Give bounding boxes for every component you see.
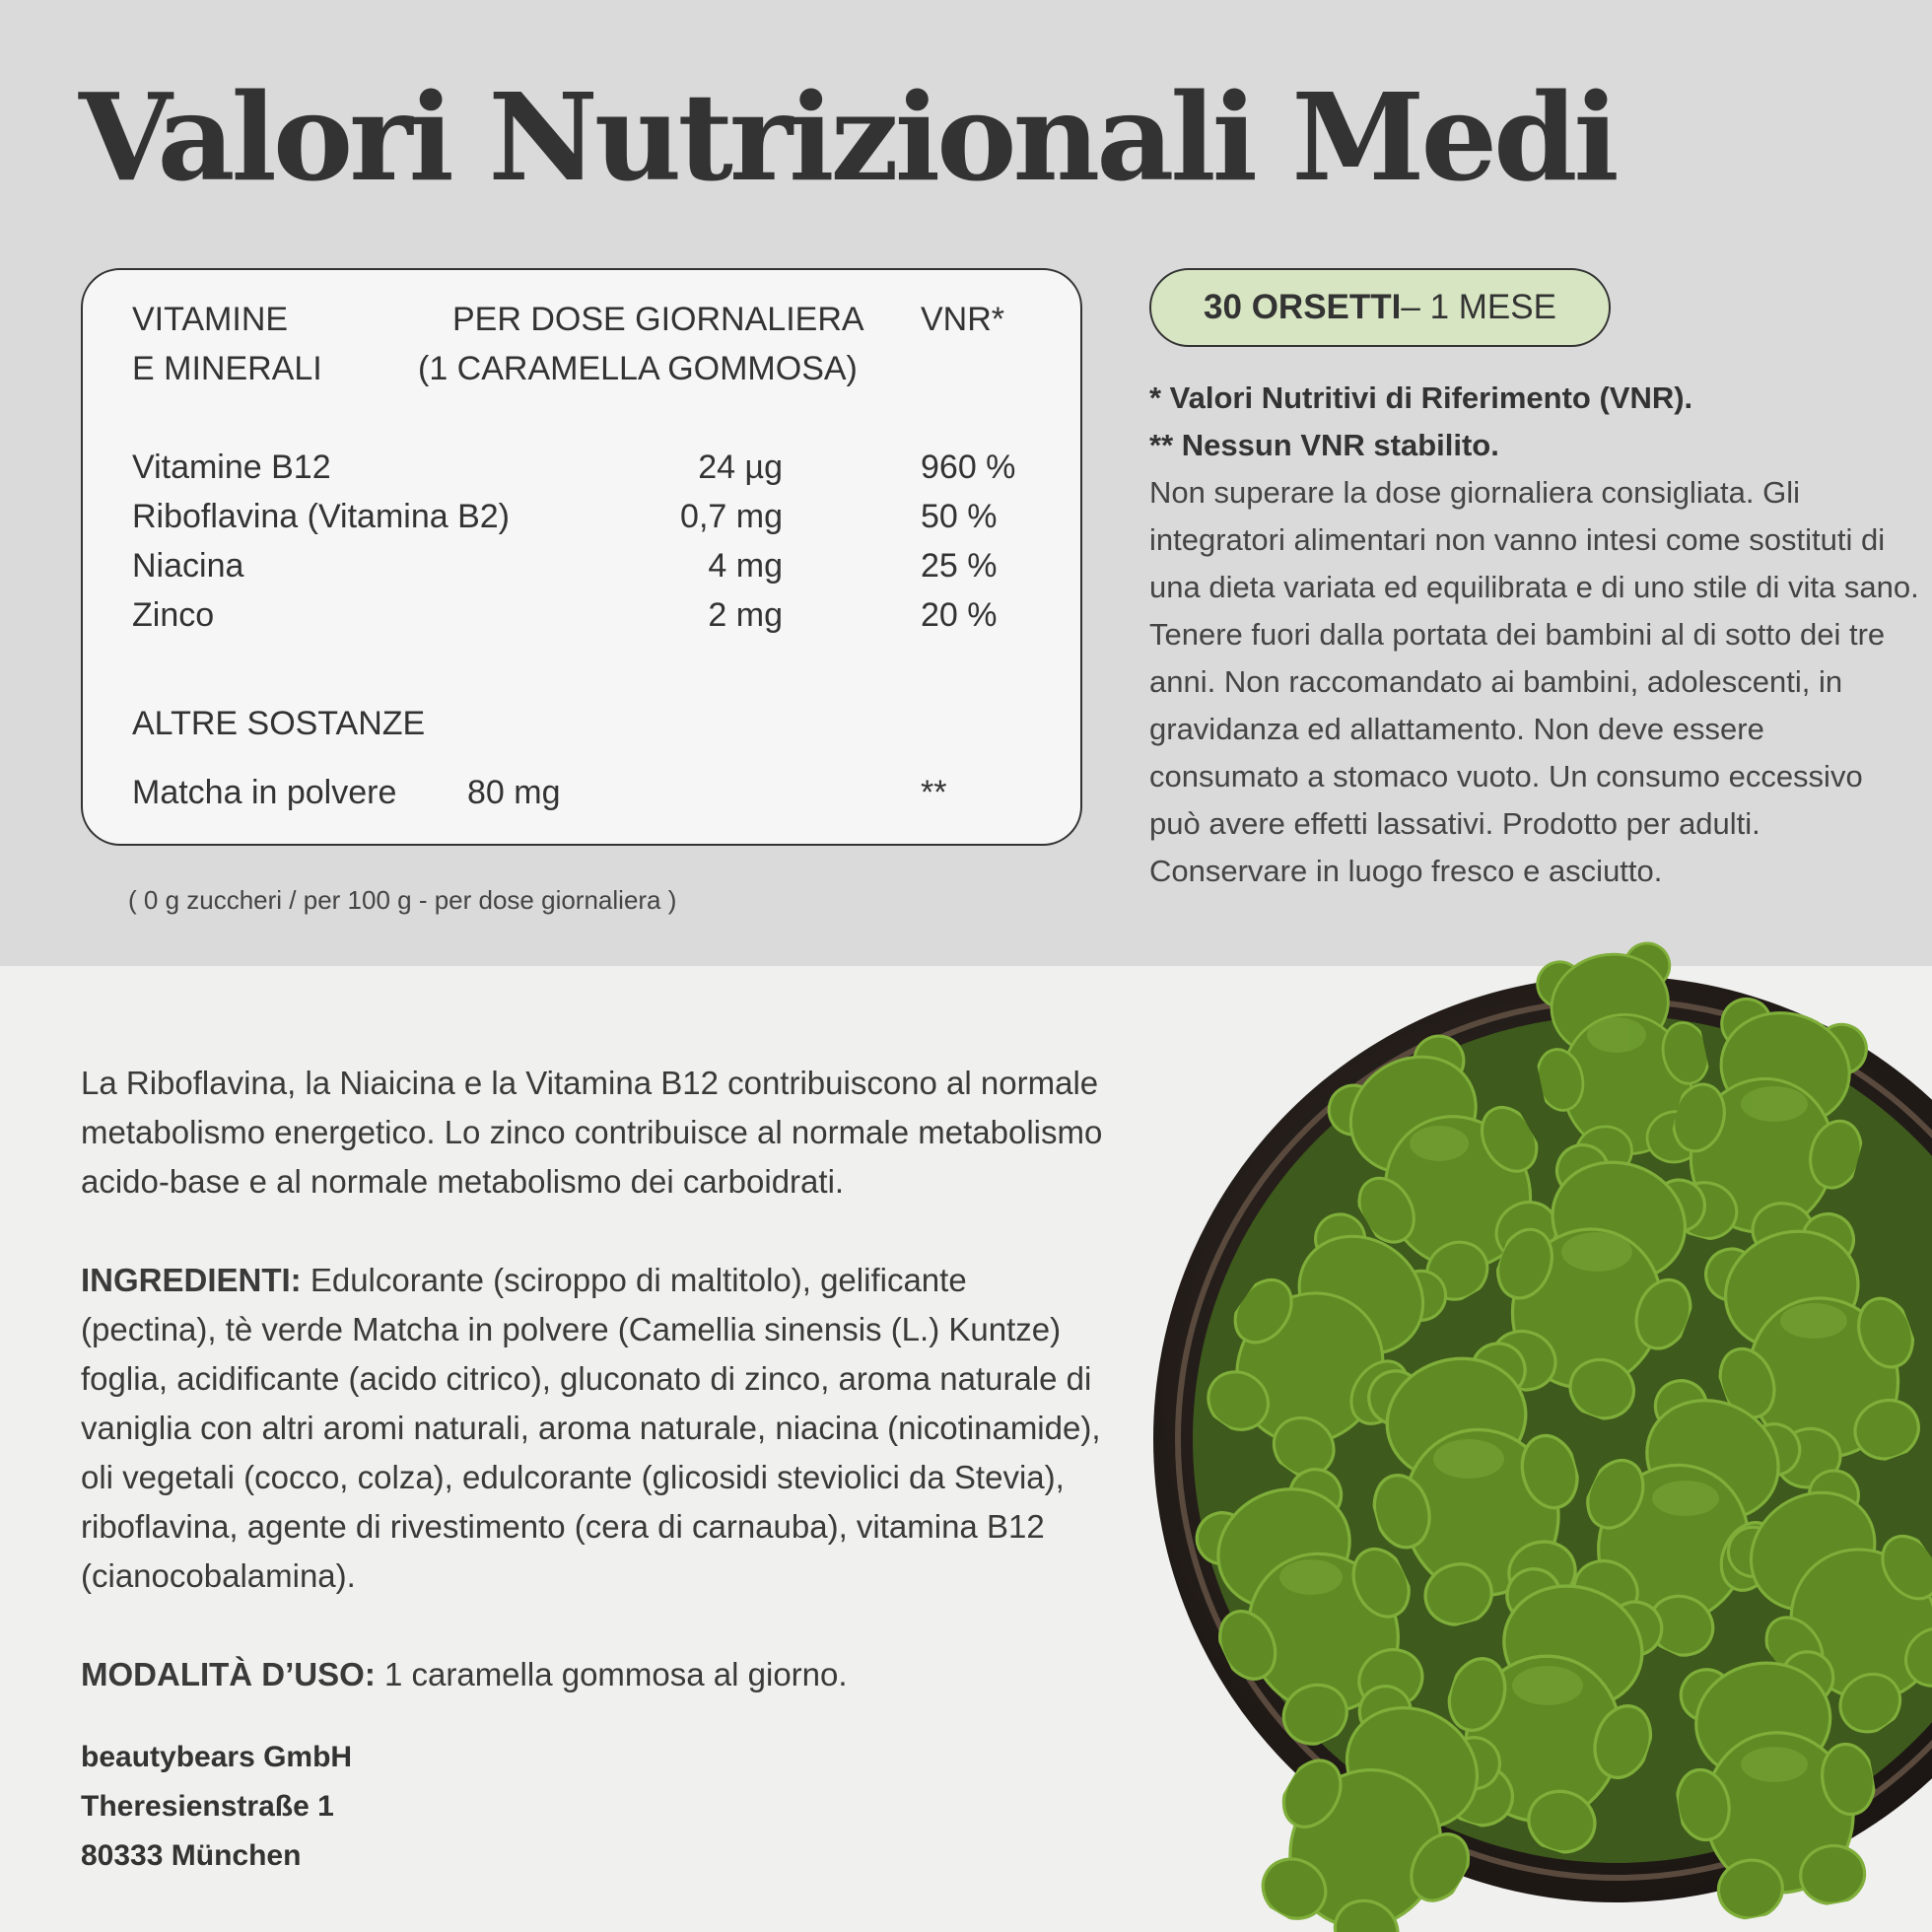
row-amount: 2 mg bbox=[708, 596, 783, 634]
row-name: Zinco bbox=[132, 596, 215, 634]
other-name: Matcha in polvere bbox=[132, 774, 397, 811]
row-name: Vitamine B12 bbox=[132, 448, 331, 486]
header-col2-line1: PER DOSE GIORNALIERA bbox=[452, 301, 864, 338]
other-heading: ALTRE SOSTANZE bbox=[132, 705, 426, 742]
usage-label: MODALITÀ D’USO: bbox=[81, 1656, 376, 1692]
row-vnr: 25 % bbox=[921, 547, 998, 585]
ingredients bbox=[81, 1256, 1106, 1601]
nutrition-table bbox=[81, 268, 1082, 846]
page-title: Valori Nutrizionali Medi bbox=[79, 66, 1616, 208]
footnote-vnr: * Valori Nutritivi di Riferimento (VNR). bbox=[1149, 380, 1693, 415]
header-col1-line1: VITAMINE bbox=[132, 301, 289, 338]
row-amount: 24 µg bbox=[698, 448, 783, 486]
header-col3: VNR* bbox=[921, 301, 1005, 338]
other-vnr: ** bbox=[921, 774, 947, 811]
sugar-note: ( 0 g zuccheri / per 100 g - per dose giornaliera ) bbox=[128, 885, 677, 915]
badge-rest: – 1 MESE bbox=[1401, 288, 1556, 326]
header-col2-line2: (1 CARAMELLA GOMMOSA) bbox=[418, 350, 858, 387]
company-name: beautybears GmbH bbox=[81, 1741, 353, 1773]
warnings-block bbox=[1149, 375, 1922, 895]
row-name: Riboflavina (Vitamina B2) bbox=[132, 498, 510, 535]
usage bbox=[81, 1650, 1106, 1699]
row-vnr: 960 % bbox=[921, 448, 1016, 486]
count-badge bbox=[1149, 268, 1611, 347]
footnote-no-vnr: ** Nessun VNR stabilito. bbox=[1149, 428, 1499, 462]
badge-strong: 30 ORSETTI bbox=[1204, 288, 1402, 326]
row-name: Niacina bbox=[132, 547, 244, 585]
usage-text: 1 caramella gommosa al giorno. bbox=[375, 1656, 848, 1692]
warnings-text: Non superare la dose giornaliera consigliata. Gli integratori alimentari non vanno intesi come sostituti di una dieta variata ed equilibrata e di uno stile di vita sano. Tenere fuori dalla portata dei bambini al di sotto dei tre anni. Non raccomandato ai bambini, adolescenti, in gravidanza ed allattamento. Non deve essere consumato a stomaco vuoto. Un consumo eccessivo può avere effetti lassativi. Prodotto per adulti. Conservare in luogo fresco e asciutto. bbox=[1149, 475, 1919, 888]
row-amount: 4 mg bbox=[708, 547, 783, 585]
row-amount: 0,7 mg bbox=[680, 498, 783, 535]
company-address bbox=[81, 1733, 352, 1881]
other-amount: 80 mg bbox=[467, 774, 561, 811]
header-col1-line2: E MINERALI bbox=[132, 350, 322, 387]
health-claim: La Riboflavina, la Niaicina e la Vitamina B12 contribuiscono al normale metabolismo energetico. Lo zinco contribuisce al normale metabolismo acido-base e al normale metabolismo dei carboidrati. bbox=[81, 1065, 1103, 1200]
ingredients-text: Edulcorante (sciroppo di maltitolo), gelificante (pectina), tè verde Matcha in polvere (Camellia sinensis (L.) Kuntze) foglia, acidificante (acido citrico), gluconato di zinco, aroma naturale di vaniglia con altri aromi naturali, aroma naturale, niacina (nicotinamide), oli vegetali (cocco, colza), edulcorante (glicosidi steviolici da Stevia), riboflavina, agente di rivestimento (cera di carnauba), vitamina B12 (cianocobalamina). bbox=[81, 1262, 1101, 1594]
row-vnr: 20 % bbox=[921, 596, 998, 634]
company-city: 80333 München bbox=[81, 1839, 302, 1872]
gummy-bowl-image bbox=[1124, 927, 1932, 1932]
company-street: Theresienstraße 1 bbox=[81, 1790, 334, 1823]
row-vnr: 50 % bbox=[921, 498, 998, 535]
ingredients-label: INGREDIENTI: bbox=[81, 1262, 302, 1298]
